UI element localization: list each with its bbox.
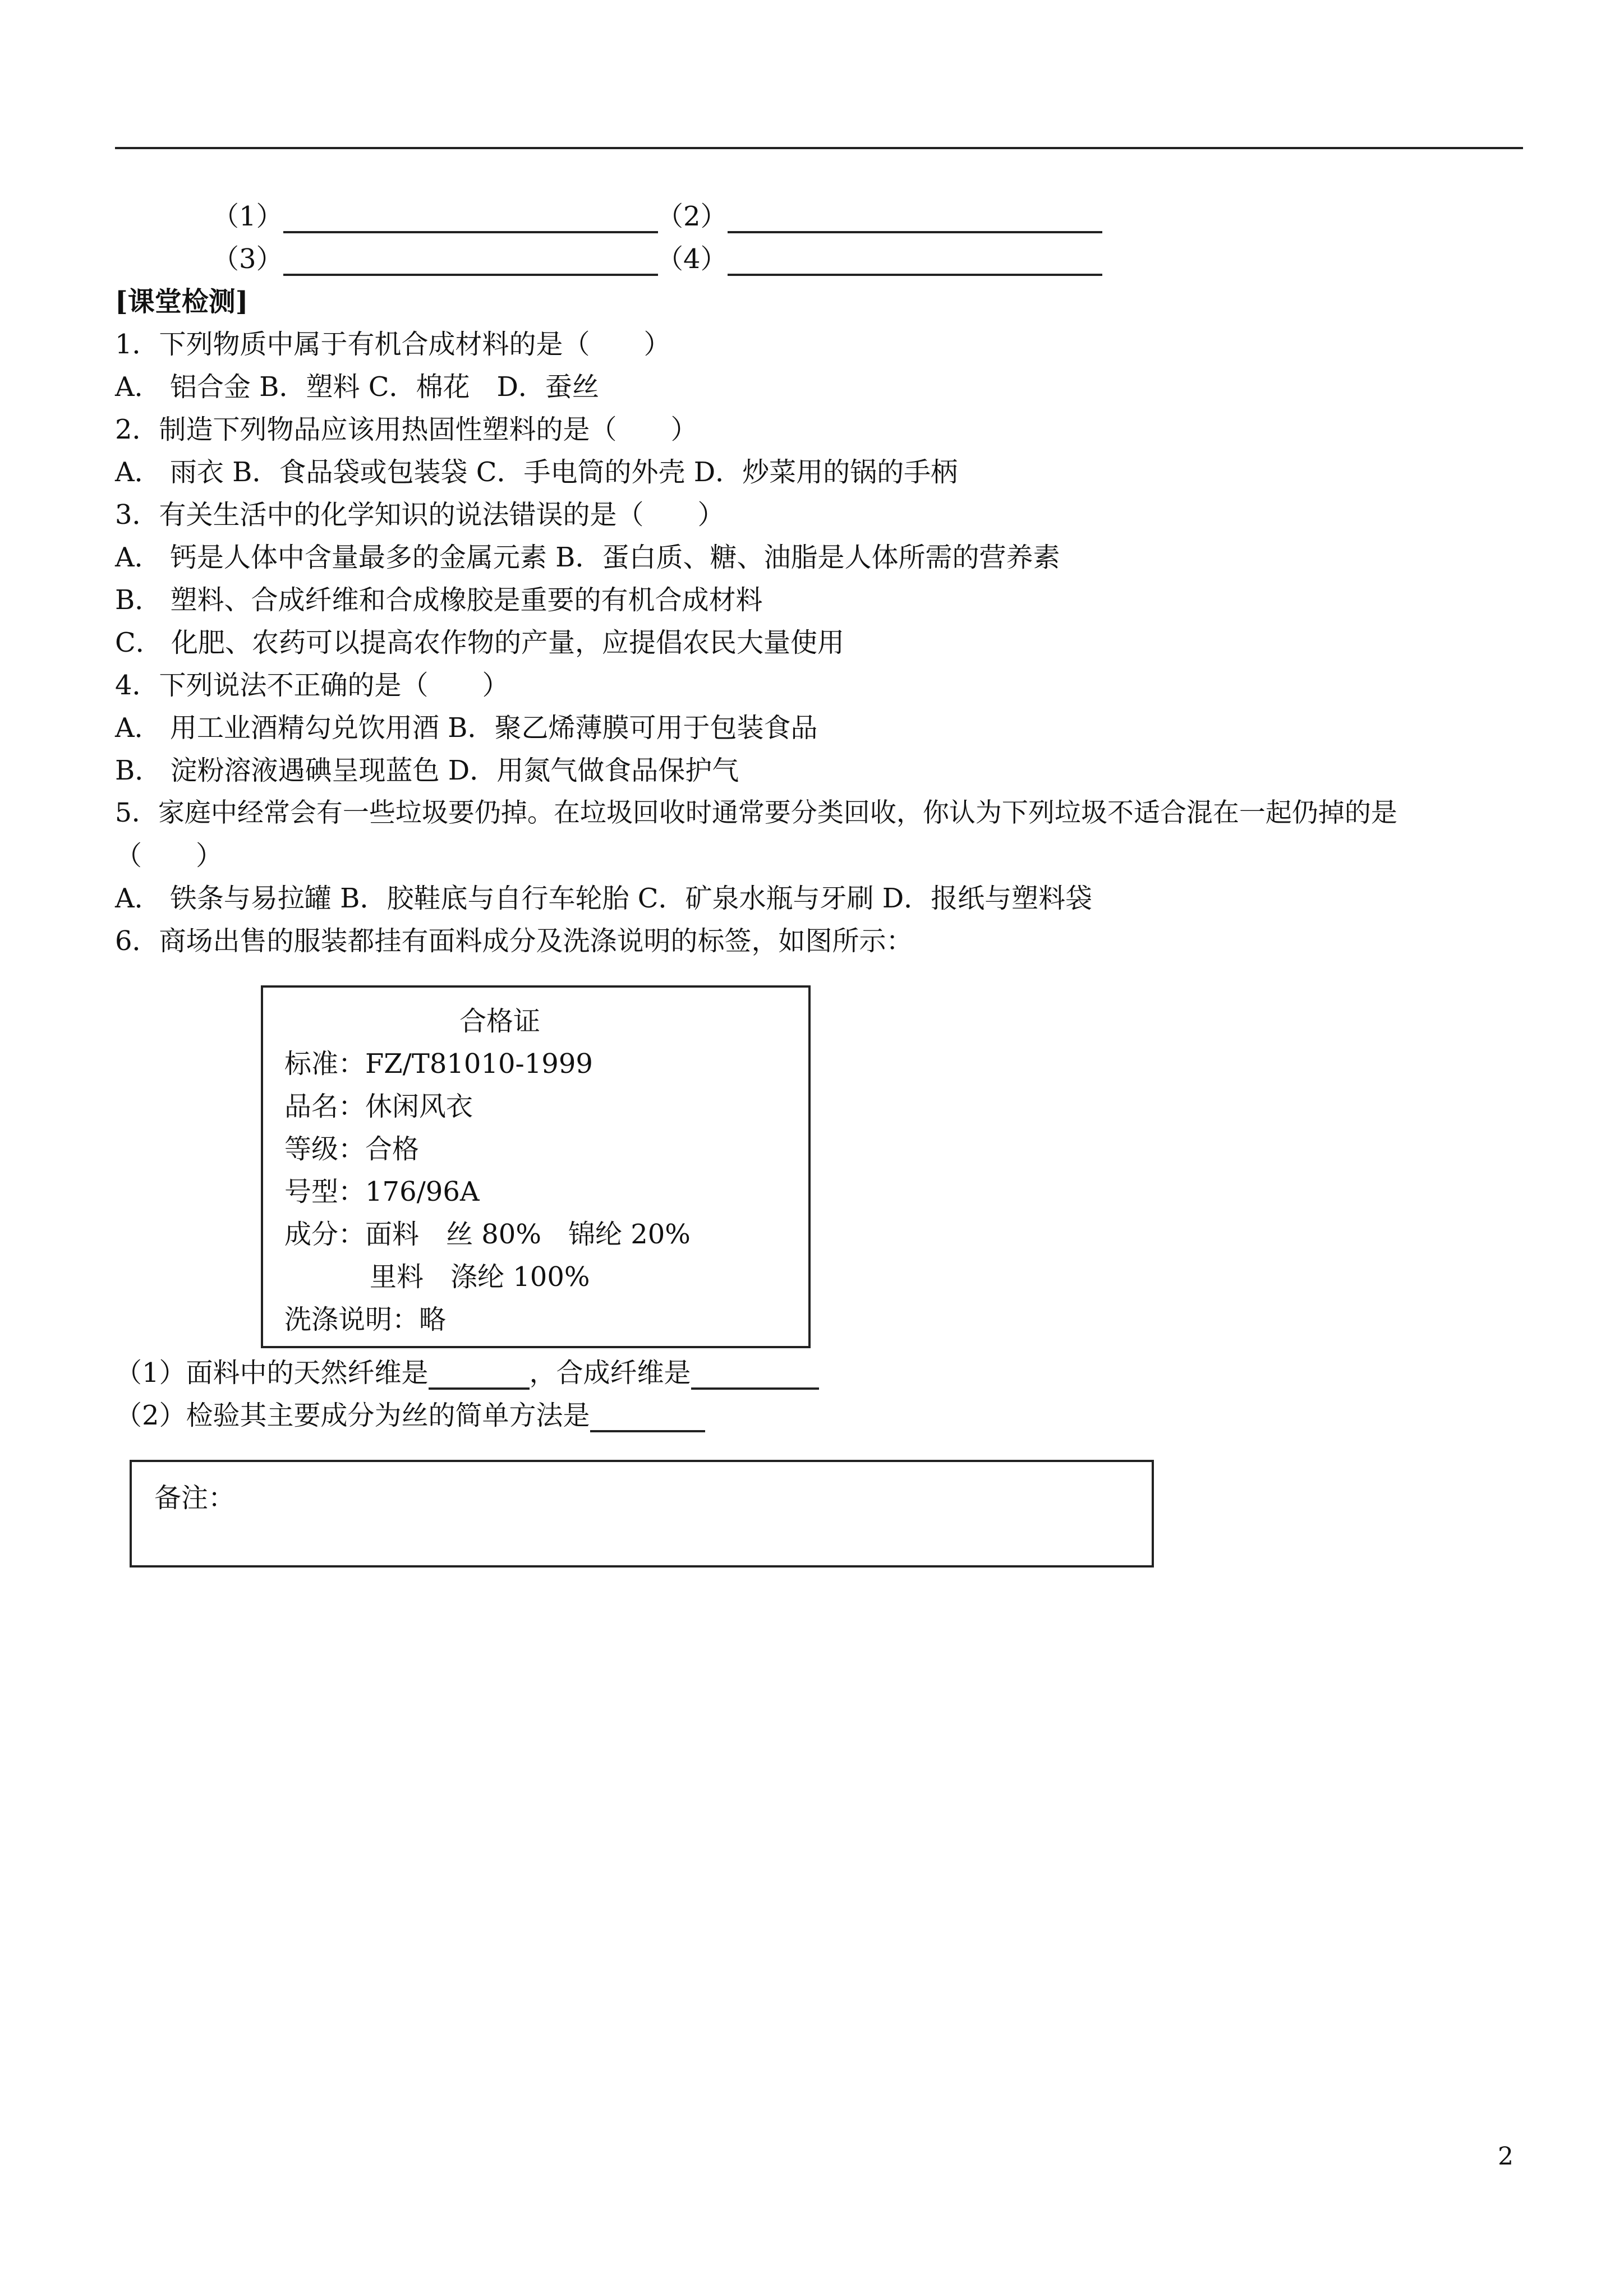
question-2: 2．制造下列物品应该用热固性塑料的是（ ） [115, 414, 698, 445]
sub-question-2 [115, 1399, 705, 1432]
blank-row-1 [212, 200, 658, 233]
question-5: 5．家庭中经常会有一些垃圾要仍掉。在垃圾回收时通常要分类回收，你认为下列垃圾不适合混在一起仍掉的是 [115, 797, 1397, 828]
sub-question-1-text-b: ，合成纤维是 [529, 1357, 691, 1389]
label-title: 合格证 [459, 1006, 541, 1037]
section-title: [课堂检测] [115, 286, 249, 317]
question-3-option-c: C． 化肥、农药可以提高农作物的产量，应提倡农民大量使用 [115, 627, 844, 658]
label-grade: 等级：合格 [284, 1133, 420, 1165]
question-4: 4．下列说法不正确的是（ ） [115, 670, 509, 701]
label-composition-lining: 里料 涤纶 100% [370, 1261, 590, 1293]
synthetic-fiber-blank[interactable] [691, 1359, 819, 1390]
blank-label-1: （1） [212, 201, 283, 232]
blank-row-4 [656, 242, 1102, 276]
answer-blank-1[interactable] [283, 203, 658, 233]
question-3-option-b: B． 塑料、合成纤维和合成橡胶是重要的有机合成材料 [115, 584, 763, 616]
question-1-options: A． 铝合金 B．塑料 C．棉花 D．蚕丝 [115, 371, 599, 403]
label-washing: 洗涤说明：略 [284, 1304, 447, 1335]
sub-question-1-text-a: （1）面料中的天然纤维是 [115, 1357, 429, 1389]
label-product-name: 品名：休闲风衣 [284, 1091, 473, 1122]
label-size: 号型：176/96A [284, 1176, 480, 1207]
blank-label-3: （3） [212, 243, 283, 275]
clothing-certificate-label [261, 985, 811, 1348]
blank-row-2 [656, 200, 1102, 233]
notes-box[interactable] [130, 1460, 1154, 1567]
answer-blank-3[interactable] [283, 246, 658, 276]
blank-label-2: （2） [656, 201, 728, 232]
label-standard: 标准：FZ/T81010-1999 [284, 1048, 593, 1080]
question-6: 6．商场出售的服装都挂有面料成分及洗涤说明的标签，如图所示： [115, 925, 913, 957]
sub-question-2-text: （2）检验其主要成分为丝的简单方法是 [115, 1400, 590, 1431]
question-5-options: A． 铁条与易拉罐 B．胶鞋底与自行车轮胎 C．矿泉水瓶与牙刷 D．报纸与塑料袋 [115, 883, 1093, 914]
natural-fiber-blank[interactable] [429, 1359, 530, 1390]
sub-question-1 [115, 1356, 819, 1390]
blank-row-3 [212, 242, 658, 276]
answer-blank-2[interactable] [728, 203, 1102, 233]
question-2-options: A． 雨衣 B．食品袋或包装袋 C．手电筒的外壳 D．炒菜用的锅的手柄 [115, 457, 958, 488]
question-3-option-a: A． 钙是人体中含量最多的金属元素 B．蛋白质、糖、油脂是人体所需的营养素 [115, 542, 1060, 573]
question-3: 3．有关生活中的化学知识的说法错误的是（ ） [115, 499, 725, 531]
blank-label-4: （4） [656, 243, 728, 275]
page-number: 2 [1498, 2142, 1513, 2171]
label-composition-outer: 成分：面料 丝 80% 锦纶 20% [284, 1219, 691, 1250]
header-rule [115, 147, 1523, 149]
question-4-option-b: B． 淀粉溶液遇碘呈现蓝色 D．用氮气做食品保护气 [115, 755, 739, 786]
question-4-option-a: A． 用工业酒精勾兑饮用酒 B．聚乙烯薄膜可用于包装食品 [115, 712, 818, 744]
notes-label: 备注： [154, 1482, 236, 1514]
question-1: 1．下列物质中属于有机合成材料的是（ ） [115, 329, 671, 360]
answer-blank-4[interactable] [728, 246, 1102, 276]
question-5-paren: （ ） [115, 840, 223, 872]
test-method-blank[interactable] [590, 1402, 705, 1432]
